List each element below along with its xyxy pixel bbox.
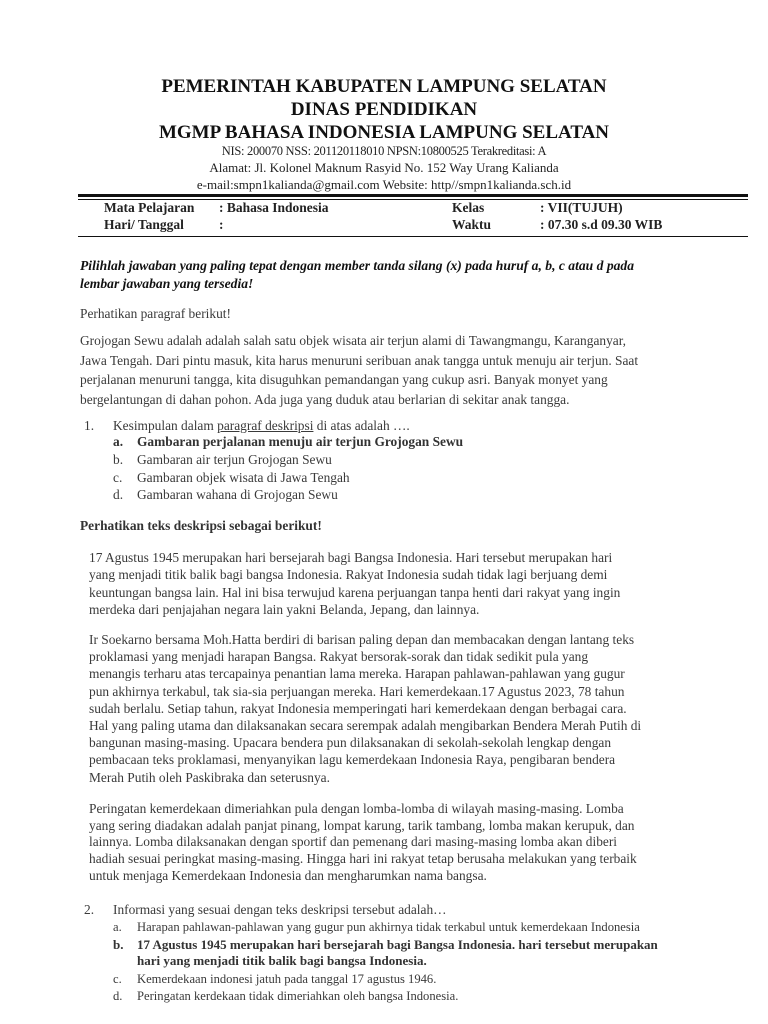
- option-text: Gambaran wahana di Grojogan Sewu: [137, 487, 338, 503]
- option-text: Gambaran air terjun Grojogan Sewu: [137, 451, 332, 467]
- header-address: Alamat: Jl. Kolonel Maknum Rasyid No. 152 Way Urang Kalianda: [209, 160, 559, 175]
- question-2-options: [113, 919, 658, 1005]
- date-label: Hari/ Tanggal: [104, 217, 184, 232]
- option-letter: a.: [113, 434, 124, 449]
- paragraph-line: hadiah sesuai peringkat masing-masing. Hingga hari ini rakyat tetap berusaha melakukan yang terbaik: [89, 851, 637, 867]
- paragraph-line: Ir Soekarno bersama Moh.Hatta berdiri di barisan paling depan dan membacakan dengan lantang teks: [89, 632, 635, 647]
- option-c[interactable]: [113, 469, 463, 487]
- paragraph-line: perjalanan menuruni tangga, kita disuguhkan pemandangan yang cukup asri. Banyak monyet yang: [80, 372, 608, 387]
- paragraph-line: Peringatan kemerdekaan dimeriahkan pula dengan lomba-lomba di wilayah masing-masing. Lomba: [89, 801, 624, 816]
- header-government: PEMERINTAH KABUPATEN LAMPUNG SELATAN: [161, 76, 607, 97]
- paragraph-line: Grojogan Sewu adalah adalah salah satu objek wisata air terjun alami di Tawangmangu, Karanganyar,: [80, 333, 626, 348]
- question-2-number: 2.: [84, 902, 95, 917]
- paragraph-line: merdeka dari penjajahan negara lain yakni Belanda, Jepang, dan lainnya.: [89, 601, 480, 617]
- header-department: DINAS PENDIDIKAN: [290, 99, 478, 120]
- instruction-line: Pilihlah jawaban yang paling tepat dengan member tanda silang (x) pada huruf a, b, c atau d pada: [80, 258, 635, 273]
- meta-rule: [78, 236, 748, 237]
- paragraph-line: Jawa Tengah. Dari pintu masuk, kita harus menuruni seribuan anak tangga untuk menuju air terjun. Saat: [80, 352, 639, 368]
- option-text: [137, 937, 658, 970]
- paragraph-line: keuntungan bangsa lain. Hal ini bisa terwujud karena perjuangan tanpa henti dari rakyat yang ingin: [89, 584, 621, 600]
- class-label: Kelas: [452, 200, 485, 215]
- option-text: Peringatan kerdekaan tidak dimeriahkan oleh bangsa Indonesia.: [137, 989, 459, 1003]
- header-contact: e-mail:smpn1kalianda@gmail.com Website: http//smpn1kalianda.sch.id: [196, 177, 572, 192]
- paragraph-line: lainnya. Lomba dilaksanakan dengan sportif dan pemenang dari masing-masing lomba akan diberi: [89, 834, 618, 850]
- time-label: Waktu: [452, 217, 492, 232]
- option-a[interactable]: [113, 919, 658, 936]
- header-rule-thick: [78, 194, 748, 197]
- option-text: Gambaran objek wisata di Jawa Tengah: [137, 469, 350, 485]
- question-2-text: Informasi yang sesuai dengan teks deskripsi tersebut adalah…: [113, 902, 447, 917]
- option-text: Harapan pahlawan-pahlawan yang gugur pun akhirnya tidak terkabul untuk kemerdekaan Indonesia: [137, 920, 640, 934]
- header-ids: NIS: 200070 NSS: 201120118010 NPSN:10800525 Terakreditasi: A: [221, 144, 547, 158]
- option-text-line: hari yang menjadi titik balik bagi bangsa Indonesia.: [137, 953, 427, 968]
- instruction-line: lembar jawaban yang tersedia!: [80, 276, 254, 291]
- paragraph-line: pembacaan teks proklamasi, menyanyikan lagu kemerdekaan Indonesia Raya, pengibaran bendera: [89, 752, 616, 768]
- option-d[interactable]: [113, 988, 658, 1005]
- paragraph-line: menangis terharu atas tercapainya penantian lama mereka. Harapan pahlawan-pahlawan yang gugur: [89, 666, 625, 682]
- option-letter: b.: [113, 936, 124, 952]
- time-value: : 07.30 s.d 09.30 WIB: [540, 217, 663, 232]
- option-b[interactable]: [113, 451, 463, 469]
- passage-independence-1: [89, 549, 620, 618]
- instruction: [80, 257, 634, 293]
- option-letter: b.: [113, 451, 124, 467]
- paragraph-line: yang menjadi titik balik bagi bangsa Indonesia. Rakyat Indonesia sudah tidak lagi berjuang demi: [89, 567, 608, 583]
- question-1-options: [113, 433, 463, 504]
- class-value: : VII(TUJUH): [540, 200, 623, 215]
- option-letter: c.: [113, 971, 122, 986]
- option-letter: d.: [113, 487, 124, 503]
- paragraph-line: proklamasi yang menjadi harapan Bangsa. Rakyat bersorak-sorak dan tidak sedikit pula yang: [89, 649, 589, 665]
- paragraph-line: bergelantungan di dahan pohon. Ada juga yang duduk atau berlarian di sekitar anak tangga.: [80, 391, 570, 407]
- subject-label: Mata Pelajaran: [104, 200, 195, 215]
- paragraph-line: untuk menjaga Kemerdekaan Indonesia dan mengharumkan nama bangsa.: [89, 867, 487, 883]
- option-b[interactable]: [113, 937, 658, 970]
- paragraph-line: Hal yang paling utama dan dilaksanakan secara serempak adalah mengibarkan Bendera Merah Putih di: [89, 718, 642, 734]
- option-d[interactable]: [113, 486, 463, 504]
- paragraph-line: sudah berlalu. Setiap tahun, rakyat Indonesia memperingati hari kemerdekaan dengan berbagai cara.: [89, 700, 627, 716]
- intro-paragraph-1: Perhatikan paragraf berikut!: [80, 306, 231, 321]
- passage-independence-3: [89, 801, 637, 885]
- intro-paragraph-2: Perhatikan teks deskripsi sebagai berikut!: [80, 518, 322, 533]
- paragraph-line: 17 Agustus 1945 merupakan hari bersejarah bagi Bangsa Indonesia. Hari tersebut merupakan hari: [89, 550, 613, 565]
- passage-independence-2: [89, 631, 641, 786]
- option-letter: d.: [113, 989, 123, 1003]
- option-text: Kemerdekaan indonesi jatuh pada tanggal 17 agustus 1946.: [137, 971, 437, 986]
- option-text-line: 17 Agustus 1945 merupakan hari bersejarah bagi Bangsa Indonesia. hari tersebut merupakan: [137, 936, 658, 952]
- option-a[interactable]: [113, 433, 463, 451]
- option-text: Gambaran perjalanan menuju air terjun Grojogan Sewu: [137, 434, 464, 449]
- date-value: :: [219, 217, 224, 232]
- paragraph-line: pun akhirnya terkabul, tak sia-sia perjuangan mereka. Hari kemerdekaan.17 Agustus 2023, 78 tahun: [89, 683, 625, 699]
- option-c[interactable]: [113, 971, 658, 988]
- passage-grojogan: [80, 331, 638, 409]
- option-letter: c.: [113, 469, 123, 485]
- question-1-underlined: paragraf deskripsi: [217, 418, 314, 433]
- header-mgmp: MGMP BAHASA INDONESIA LAMPUNG SELATAN: [158, 122, 610, 143]
- paragraph-line: bangunan masing-masing. Upacara bendera pun dilaksanakan di sekolah-sekolah lengkap dengan: [89, 735, 612, 751]
- subject-value: : Bahasa Indonesia: [219, 200, 329, 215]
- question-1-number: 1.: [84, 418, 95, 433]
- question-1-text-after: di atas adalah ….: [313, 418, 410, 433]
- option-letter: a.: [113, 920, 122, 934]
- paragraph-line: Merah Putih oleh Paskibraka dan seterusnya.: [89, 769, 330, 785]
- question-1-text-before: Kesimpulan dalam: [113, 418, 218, 433]
- paragraph-line: yang sering diadakan adalah panjat pinang, lompat karung, tarik tambang, lomba makan kerupuk, dan: [89, 817, 635, 833]
